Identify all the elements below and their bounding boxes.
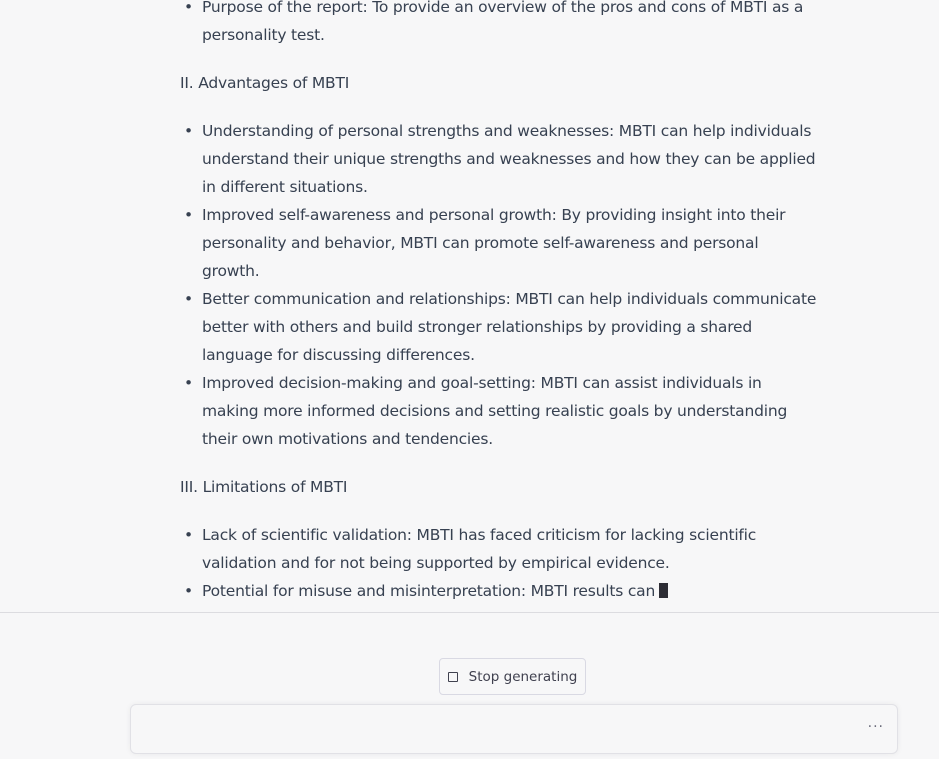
list-item <box>180 369 820 453</box>
more-options-icon[interactable]: ··· <box>867 719 884 735</box>
stop-generating-label: Stop generating <box>468 668 578 685</box>
list-item-text: Improved self-awareness and personal growth: By providing insight into their personality and behavior, MBTI can promote self-awareness and personal growth. <box>202 206 786 280</box>
list-item <box>180 201 820 285</box>
list-item-text: Understanding of personal strengths and weaknesses: MBTI can help individuals understand their unique strengths and weaknesses and how they can be applied in different situations. <box>202 122 816 196</box>
list-item <box>180 285 820 369</box>
message-input-box[interactable] <box>130 704 898 754</box>
list-item <box>180 577 820 605</box>
list-item-text: Potential for misuse and misinterpretation: MBTI results can <box>202 582 656 600</box>
list-item-text: Purpose of the report: To provide an overview of the pros and cons of MBTI as a personality test. <box>202 0 804 44</box>
bullet-glyph: • <box>184 582 193 600</box>
message-input[interactable] <box>145 715 849 745</box>
intro-list <box>180 0 820 49</box>
typing-cursor <box>659 583 668 598</box>
bullet-glyph: • <box>184 290 193 308</box>
section-heading-advantages: II. Advantages of MBTI <box>180 74 350 92</box>
section-heading-limitations: III. Limitations of MBTI <box>180 478 348 496</box>
bullet-glyph: • <box>184 374 193 392</box>
bullet-glyph: • <box>184 122 193 140</box>
list-item <box>180 521 820 577</box>
list-item-text: Better communication and relationships: MBTI can help individuals communicate better with others and build stronger relationships by providing a shared language for discussing differences. <box>202 290 817 364</box>
advantages-list <box>180 117 820 453</box>
bullet-glyph: • <box>184 0 193 16</box>
list-item-text: Improved decision-making and goal-setting: MBTI can assist individuals in making more informed decisions and setting realistic goals by understanding their own motivations and tendencies. <box>202 374 788 448</box>
limitations-list <box>180 521 820 605</box>
bullet-glyph: • <box>184 206 193 224</box>
list-item <box>180 117 820 201</box>
divider <box>0 612 939 613</box>
list-item-text: Lack of scientific validation: MBTI has faced criticism for lacking scientific validation and for not being supported by empirical evidence. <box>202 526 757 572</box>
list-item <box>180 0 820 49</box>
bullet-glyph: • <box>184 526 193 544</box>
stop-generating-button[interactable] <box>439 658 586 695</box>
assistant-response <box>180 0 820 605</box>
stop-square-icon <box>448 672 458 682</box>
